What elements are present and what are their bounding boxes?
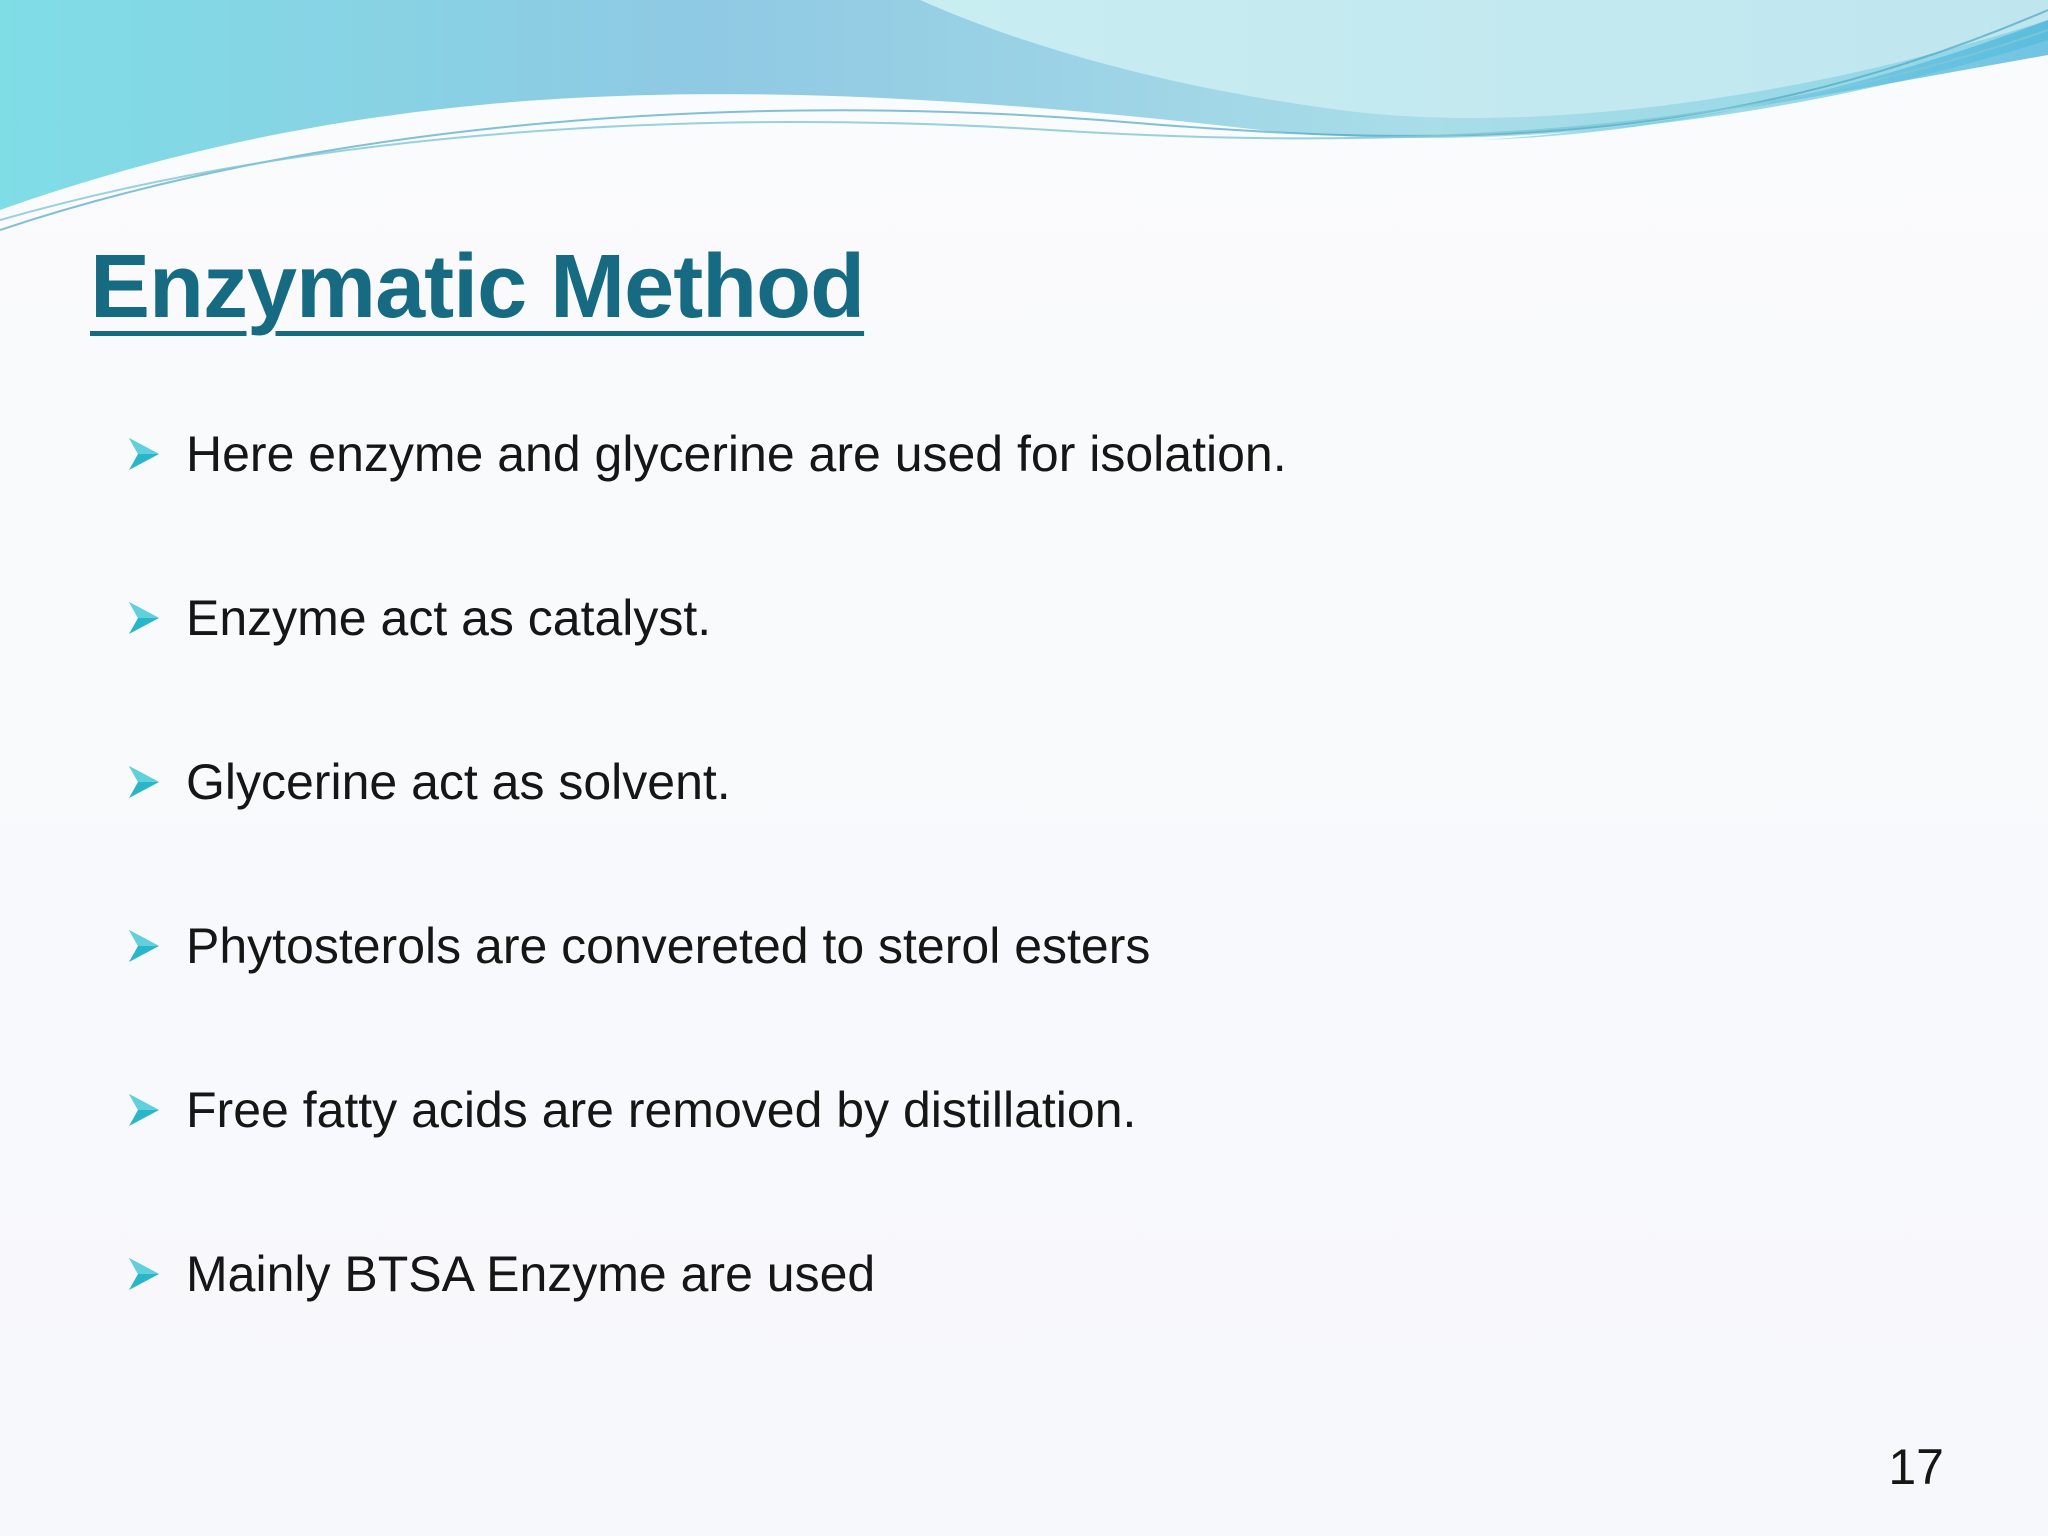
bullet-text: Enzyme act as catalyst. — [186, 590, 712, 646]
slide-title: Enzymatic Method — [90, 237, 865, 337]
decorative-wave-header — [0, 0, 2048, 240]
arrow-bullet-icon — [126, 1090, 162, 1130]
arrow-bullet-icon — [126, 1254, 162, 1294]
bullet-text: Here enzyme and glycerine are used for isolation. — [186, 426, 1287, 482]
bullet-list — [126, 372, 1287, 1356]
bullet-text: Free fatty acids are removed by distillation. — [186, 1082, 1137, 1138]
list-item — [126, 700, 1287, 864]
list-item — [126, 1028, 1287, 1192]
bullet-text: Mainly BTSA Enzyme are used — [186, 1246, 876, 1302]
list-item — [126, 372, 1287, 536]
list-item — [126, 864, 1287, 1028]
arrow-bullet-icon — [126, 762, 162, 802]
arrow-bullet-icon — [126, 598, 162, 638]
list-item — [126, 1192, 1287, 1356]
page-number: 17 — [1888, 1439, 1944, 1495]
list-item — [126, 536, 1287, 700]
arrow-bullet-icon — [126, 926, 162, 966]
bullet-text: Glycerine act as solvent. — [186, 754, 731, 810]
bullet-text: Phytosterols are convereted to sterol esters — [186, 918, 1151, 974]
arrow-bullet-icon — [126, 434, 162, 474]
